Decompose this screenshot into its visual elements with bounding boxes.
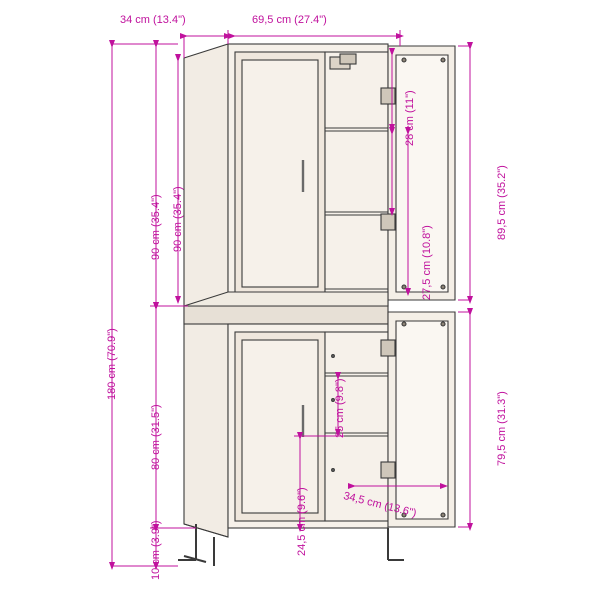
label-right-upper-door: 89,5 cm (35.2")	[496, 165, 508, 240]
label-shelf-25: 25 cm (9.8")	[334, 378, 346, 438]
label-shelf-27-5: 27,5 cm (10.8")	[421, 225, 433, 300]
label-total-height: 180 cm (70.9")	[106, 328, 118, 400]
label-height-24-5: 24,5 cm (9.6")	[296, 487, 308, 556]
label-feet-height: 10 cm (3.9")	[150, 520, 162, 580]
label-top-width-right: 69,5 cm (27.4")	[252, 14, 327, 26]
label-inner-upper-90: 90 cm (35.4")	[172, 186, 184, 252]
label-right-lower-door: 79,5 cm (31.3")	[496, 391, 508, 466]
label-top-width-left: 34 cm (13.4")	[120, 14, 186, 26]
label-upper-height: 90 cm (35.4")	[150, 194, 162, 260]
label-lower-height: 80 cm (31.5")	[150, 404, 162, 470]
label-depth-34-5: 34,5 cm (13.6")	[342, 490, 418, 520]
label-shelf-28: 28 cm (11")	[404, 90, 416, 146]
